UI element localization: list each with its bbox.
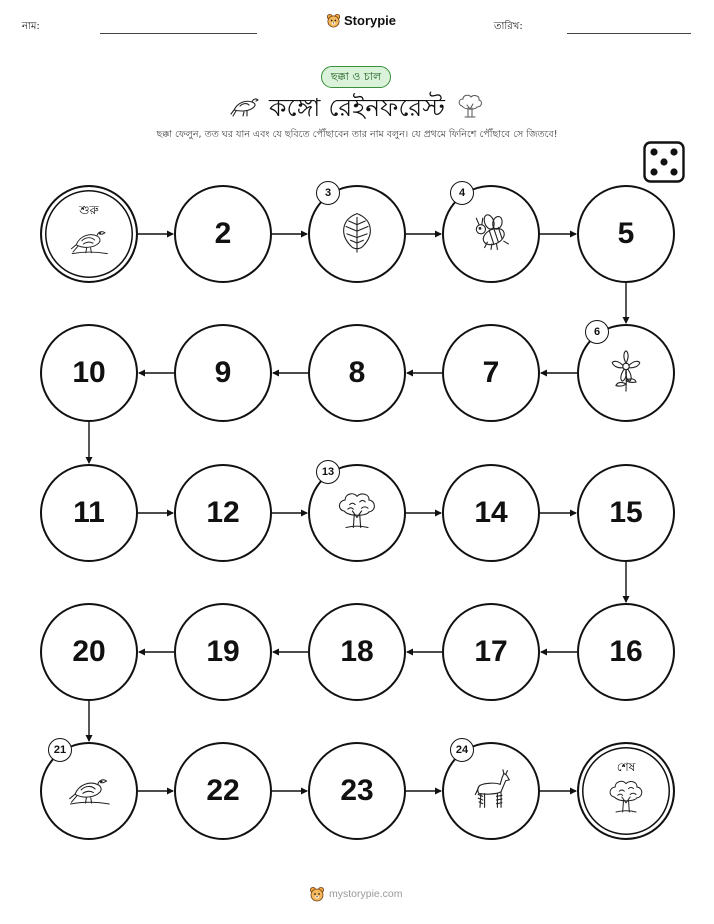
board-cell-14[interactable] bbox=[442, 464, 540, 562]
cell-number: 5 bbox=[617, 217, 635, 250]
cell-number: 20 bbox=[72, 635, 106, 668]
board-cell-20[interactable] bbox=[40, 603, 138, 701]
finish-label: শেষ bbox=[616, 760, 636, 774]
footer bbox=[309, 886, 403, 902]
cell-number: 17 bbox=[474, 635, 508, 668]
finish-cell[interactable] bbox=[577, 742, 675, 840]
start-label: শুরু bbox=[79, 203, 99, 217]
board-cell-23[interactable] bbox=[308, 742, 406, 840]
cell-number: 15 bbox=[609, 496, 643, 529]
cell-number: 16 bbox=[609, 635, 643, 668]
cell-number-badge: 4 bbox=[450, 181, 474, 205]
start-cell[interactable] bbox=[40, 185, 138, 283]
board-cell-3[interactable] bbox=[308, 185, 406, 283]
bird-icon bbox=[69, 223, 109, 261]
board-cell-9[interactable] bbox=[174, 324, 272, 422]
board-cell-7[interactable] bbox=[442, 324, 540, 422]
tree-icon bbox=[335, 489, 379, 537]
cell-number-badge: 3 bbox=[316, 181, 340, 205]
board-cell-8[interactable] bbox=[308, 324, 406, 422]
board-cell-12[interactable] bbox=[174, 464, 272, 562]
tree-icon bbox=[606, 777, 646, 821]
board-cell-17[interactable] bbox=[442, 603, 540, 701]
game-type-badge: ছক্কা ও চাল bbox=[321, 66, 391, 88]
cell-number: 23 bbox=[340, 774, 374, 807]
board-cell-16[interactable] bbox=[577, 603, 675, 701]
name-label: নাম: bbox=[22, 21, 40, 32]
brand-name: Storypie bbox=[344, 13, 397, 28]
board-cell-22[interactable] bbox=[174, 742, 272, 840]
board-cell-4[interactable] bbox=[442, 185, 540, 283]
board-cell-21[interactable] bbox=[40, 742, 138, 840]
okapi-icon bbox=[469, 767, 513, 815]
board-cell-11[interactable] bbox=[40, 464, 138, 562]
cell-number: 14 bbox=[474, 496, 508, 529]
cell-number: 10 bbox=[72, 356, 106, 389]
cell-number: 7 bbox=[482, 356, 500, 389]
leaf-icon bbox=[335, 210, 379, 258]
board-cell-19[interactable] bbox=[174, 603, 272, 701]
cell-number: 18 bbox=[340, 635, 374, 668]
cell-number-badge: 13 bbox=[316, 460, 340, 484]
bee-icon bbox=[469, 210, 513, 258]
instructions: ছক্কা ফেলুন, তত ঘর যান এবং যে ছবিতে পৌঁছাবেন তার নাম বলুন। যে প্রথমে ফিনিশে পৌঁছাবে সে জিতবে! bbox=[156, 129, 558, 140]
cell-number: 9 bbox=[214, 356, 232, 389]
cell-number: 11 bbox=[73, 496, 105, 529]
bear-icon bbox=[309, 886, 325, 902]
board-cell-24[interactable] bbox=[442, 742, 540, 840]
cell-number: 19 bbox=[206, 635, 240, 668]
cell-number-badge: 24 bbox=[450, 738, 474, 762]
board-cell-10[interactable] bbox=[40, 324, 138, 422]
cell-number-badge: 6 bbox=[585, 320, 609, 344]
cell-number: 22 bbox=[206, 774, 240, 807]
bird-icon bbox=[67, 770, 111, 811]
page-title: কঙ্গো রেইনফরেস্ট bbox=[269, 93, 445, 122]
date-label: তারিখ: bbox=[494, 21, 523, 32]
board-cell-15[interactable] bbox=[577, 464, 675, 562]
flower-icon bbox=[604, 349, 648, 397]
board-cell-13[interactable] bbox=[308, 464, 406, 562]
board-cell-5[interactable] bbox=[577, 185, 675, 283]
cell-number: 8 bbox=[348, 356, 366, 389]
board-cell-6[interactable] bbox=[577, 324, 675, 422]
cell-number-badge: 21 bbox=[48, 738, 72, 762]
board-cell-2[interactable] bbox=[174, 185, 272, 283]
footer-site: mystorypie.com bbox=[329, 888, 403, 900]
board-cell-18[interactable] bbox=[308, 603, 406, 701]
cell-number: 12 bbox=[206, 496, 240, 529]
cell-number: 2 bbox=[214, 217, 232, 250]
